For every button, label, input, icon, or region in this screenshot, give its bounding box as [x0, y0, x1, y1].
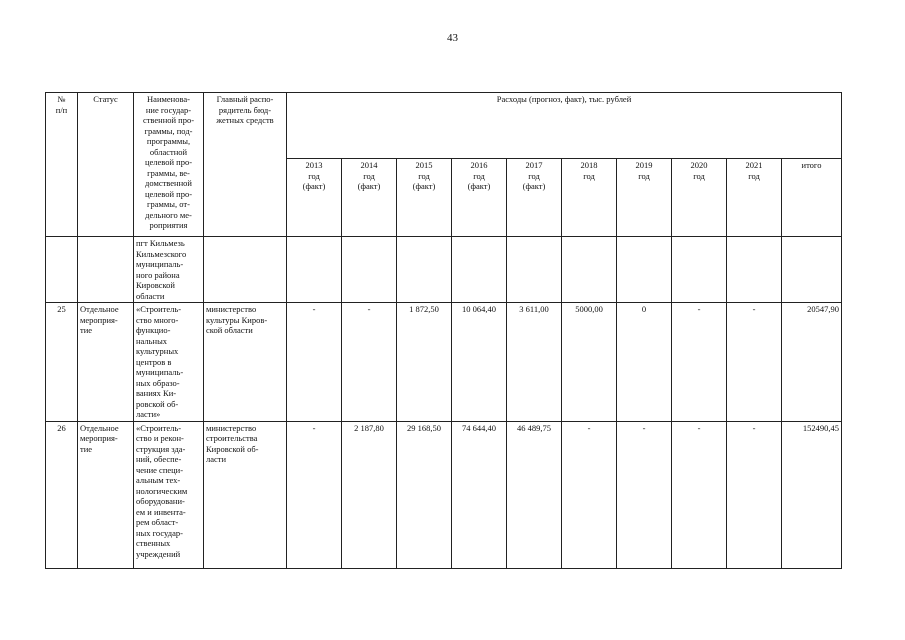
cell-status: Отдельное мероприя- тие [78, 303, 134, 422]
cell-no: 26 [46, 421, 78, 568]
header-no: № п/п [46, 93, 78, 237]
cell-value-2016: 10 064,40 [452, 303, 507, 422]
header-year-2018: 2018 год [562, 159, 617, 237]
cell-manager: министерство строительства Кировской об- ласти [204, 421, 287, 568]
header-year-2021: 2021 год [727, 159, 782, 237]
cell-value-2020: - [672, 421, 727, 568]
cell-value-2021: - [727, 421, 782, 568]
cell-value-2019: 0 [617, 303, 672, 422]
cell-total: 152490,45 [782, 421, 842, 568]
header-year-2015: 2015 год (факт) [397, 159, 452, 237]
cell-value-2013: - [287, 303, 342, 422]
cell-value-2020: - [672, 303, 727, 422]
cell-name: «Строитель- ство много- функцио- нальных культурных центров в муниципаль- ных образо- ваниях Ки- ровской об- ласти» [134, 303, 204, 422]
cell-value-2014: 2 187,80 [342, 421, 397, 568]
cell-name: «Строитель- ство и рекон- струкция зда- ний, обеспе- чение специ- альным тех- нологическим оборудовани- ем и инвента- рем област- ных государ- ственных учреждений [134, 421, 204, 568]
cell-value-2013: - [287, 421, 342, 568]
cell-status: Отдельное мероприя- тие [78, 421, 134, 568]
table-row [46, 237, 842, 303]
header-year-2013: 2013 год (факт) [287, 159, 342, 237]
cell-no: 25 [46, 303, 78, 422]
header-expenses: Расходы (прогноз, факт), тыс. рублей [287, 93, 842, 159]
header-year-2020: 2020 год [672, 159, 727, 237]
cell-value-2018: - [562, 421, 617, 568]
cell-value-2016: 74 644,40 [452, 421, 507, 568]
header-year-2016: 2016 год (факт) [452, 159, 507, 237]
cell-value-2017: 46 489,75 [507, 421, 562, 568]
header-manager: Главный распо- рядитель бюд- жетных средств [204, 93, 287, 237]
page-number: 43 [447, 32, 458, 44]
header-year-2019: 2019 год [617, 159, 672, 237]
header-total: итого [782, 159, 842, 237]
cell-name: пгт Кильмезь Кильмезского муниципаль- ного района Кировской области [134, 237, 204, 303]
header-year-2014: 2014 год (факт) [342, 159, 397, 237]
table-row [46, 421, 842, 568]
budget-table [45, 92, 842, 569]
table-row [46, 303, 842, 422]
cell-value-2015: 29 168,50 [397, 421, 452, 568]
cell-manager: министерство культуры Киров- ской области [204, 303, 287, 422]
cell-value-2014: - [342, 303, 397, 422]
cell-value-2015: 1 872,50 [397, 303, 452, 422]
header-status: Статус [78, 93, 134, 237]
cell-total: 20547,90 [782, 303, 842, 422]
cell-value-2021: - [727, 303, 782, 422]
header-year-2017: 2017 год (факт) [507, 159, 562, 237]
header-name: Наименова- ние государ- ственной про- граммы, под- программы, областной целевой про- граммы, ве- домственной целевой про- граммы, от- дельного ме- роприятия [134, 93, 204, 237]
cell-value-2019: - [617, 421, 672, 568]
cell-value-2018: 5000,00 [562, 303, 617, 422]
cell-value-2017: 3 611,00 [507, 303, 562, 422]
